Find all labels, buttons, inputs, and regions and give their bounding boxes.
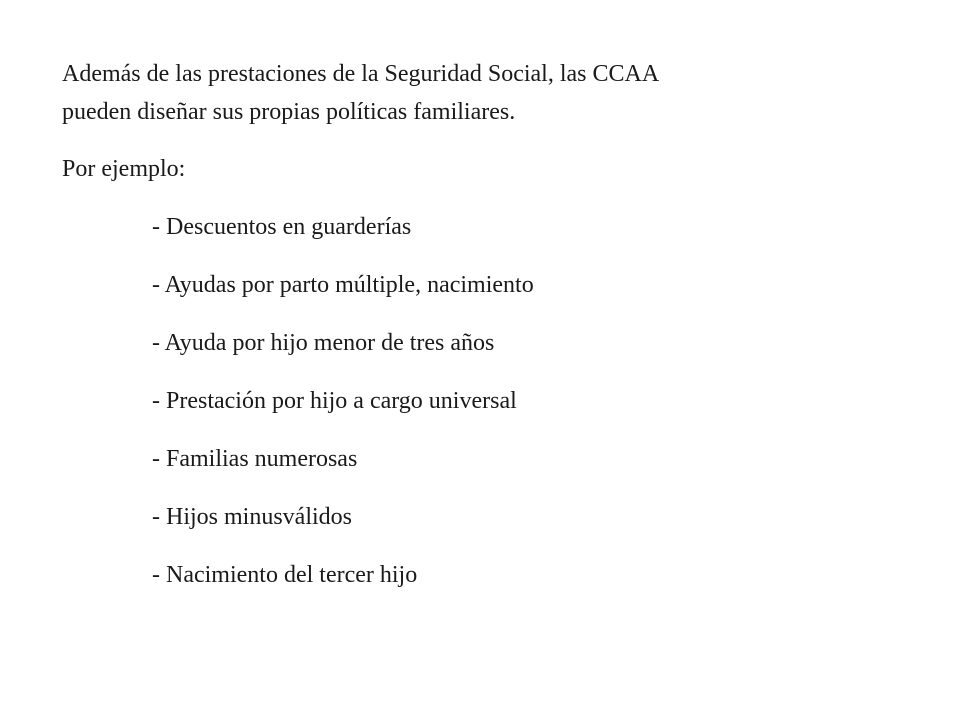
list-item: - Prestación por hijo a cargo universal [152, 388, 517, 414]
list-item: - Familias numerosas [152, 446, 358, 472]
list-item: - Ayuda por hijo menor de tres años [152, 330, 495, 356]
list-item: - Ayudas por parto múltiple, nacimiento [152, 272, 534, 298]
intro-line-2: pueden diseñar sus propias políticas familiares. [62, 99, 516, 125]
list-item: - Hijos minusválidos [152, 504, 353, 530]
examples-list [152, 208, 534, 614]
intro-line-1: Además de las prestaciones de la Seguridad Social, las CCAA [62, 61, 660, 87]
list-item: - Nacimiento del tercer hijo [152, 562, 418, 588]
intro-paragraph [62, 55, 902, 131]
lead-text: Por ejemplo: [62, 156, 186, 182]
list-item: - Descuentos en guarderías [152, 214, 412, 240]
